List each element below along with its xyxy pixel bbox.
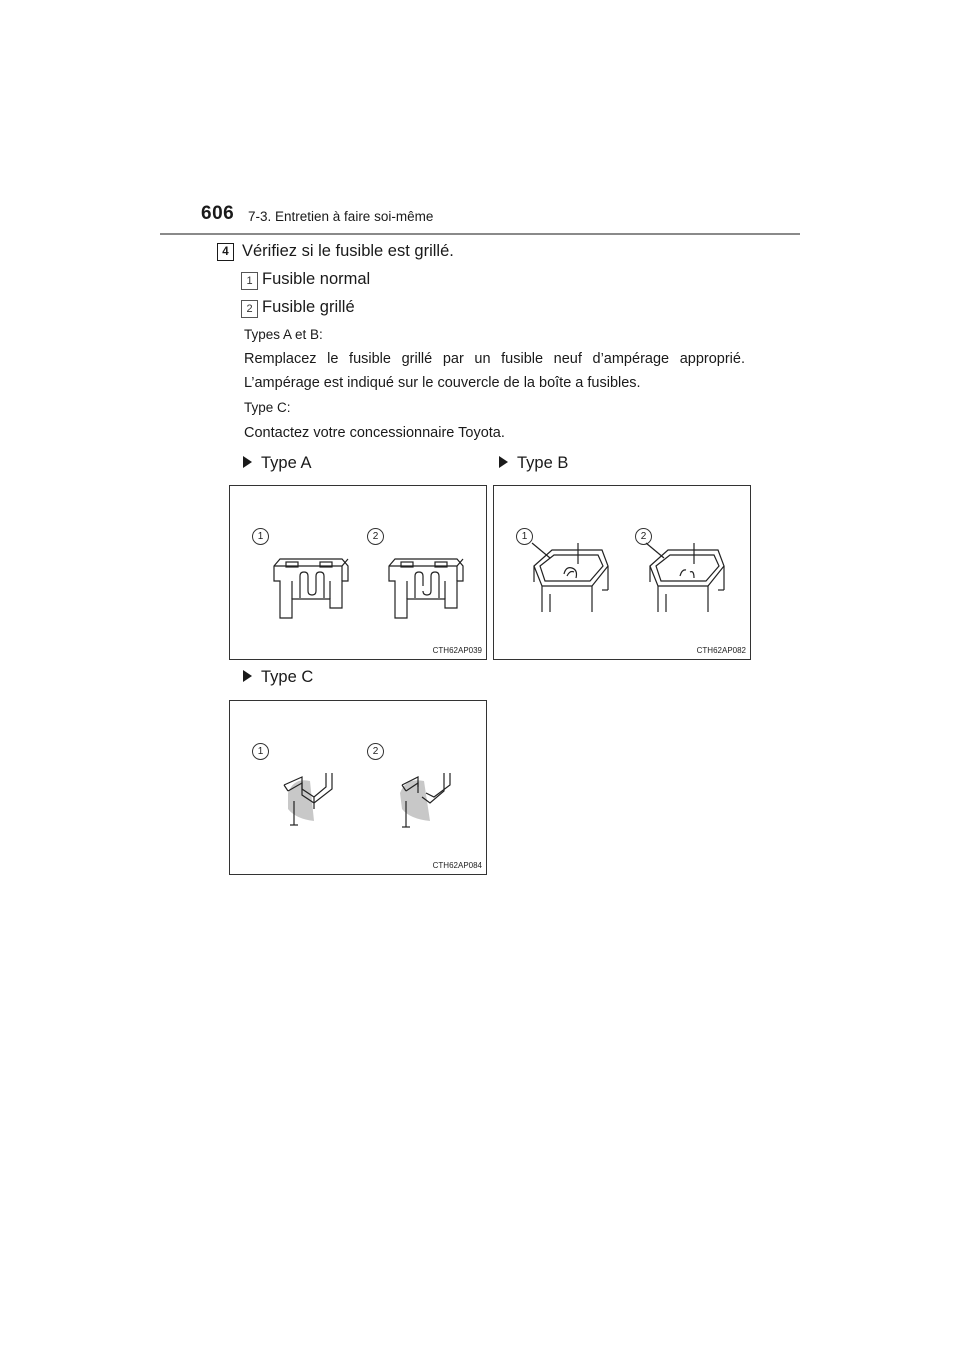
callout-2: 2 (635, 528, 652, 545)
figure-code: CTH62AP039 (432, 646, 482, 655)
type-c-heading-text: Type C (261, 668, 314, 686)
callout-2: 2 (367, 743, 384, 760)
triangle-bullet-icon (243, 670, 252, 682)
figure-code: CTH62AP082 (696, 646, 746, 655)
callout-2: 2 (367, 528, 384, 545)
callout-1: 1 (252, 743, 269, 760)
section-title: 7-3. Entretien à faire soi-même (248, 209, 434, 224)
type-c-instruction: Contactez votre concessionnaire Toyota. (244, 425, 505, 441)
callout-1: 1 (252, 528, 269, 545)
type-c-label: Type C: (244, 400, 291, 415)
figure-type-c (229, 700, 487, 875)
step-number-badge: 4 (217, 243, 234, 261)
triangle-bullet-icon (499, 456, 508, 468)
type-a-heading (243, 454, 311, 473)
type-c-heading (243, 668, 313, 687)
types-ab-instruction: Remplacez le fusible grillé par un fusible neuf d’ampérage approprié. L’ampérage est indiqué sur le couvercle de la boîte a fusibles. (244, 351, 745, 391)
type-b-heading-text: Type B (517, 454, 569, 472)
item-number-2-icon: 2 (241, 300, 258, 318)
item-blown-fuse: Fusible grillé (262, 298, 355, 316)
item-normal-fuse: Fusible normal (262, 270, 371, 288)
cartridge-fuse-drawing (494, 486, 752, 661)
types-ab-label: Types A et B: (244, 327, 323, 342)
type-b-heading (499, 454, 568, 473)
step-instruction: Vérifiez si le fusible est grillé. (242, 242, 454, 260)
page-number: 606 (201, 203, 235, 224)
callout-1: 1 (516, 528, 533, 545)
blade-fuse-drawing (230, 486, 488, 661)
figure-type-b (493, 485, 751, 660)
figure-type-a (229, 485, 487, 660)
triangle-bullet-icon (243, 456, 252, 468)
item-number-1-icon: 1 (241, 272, 258, 290)
figure-code: CTH62AP084 (432, 861, 482, 870)
type-a-heading-text: Type A (261, 454, 312, 472)
fusible-link-drawing (230, 701, 488, 876)
header-divider (160, 233, 800, 235)
